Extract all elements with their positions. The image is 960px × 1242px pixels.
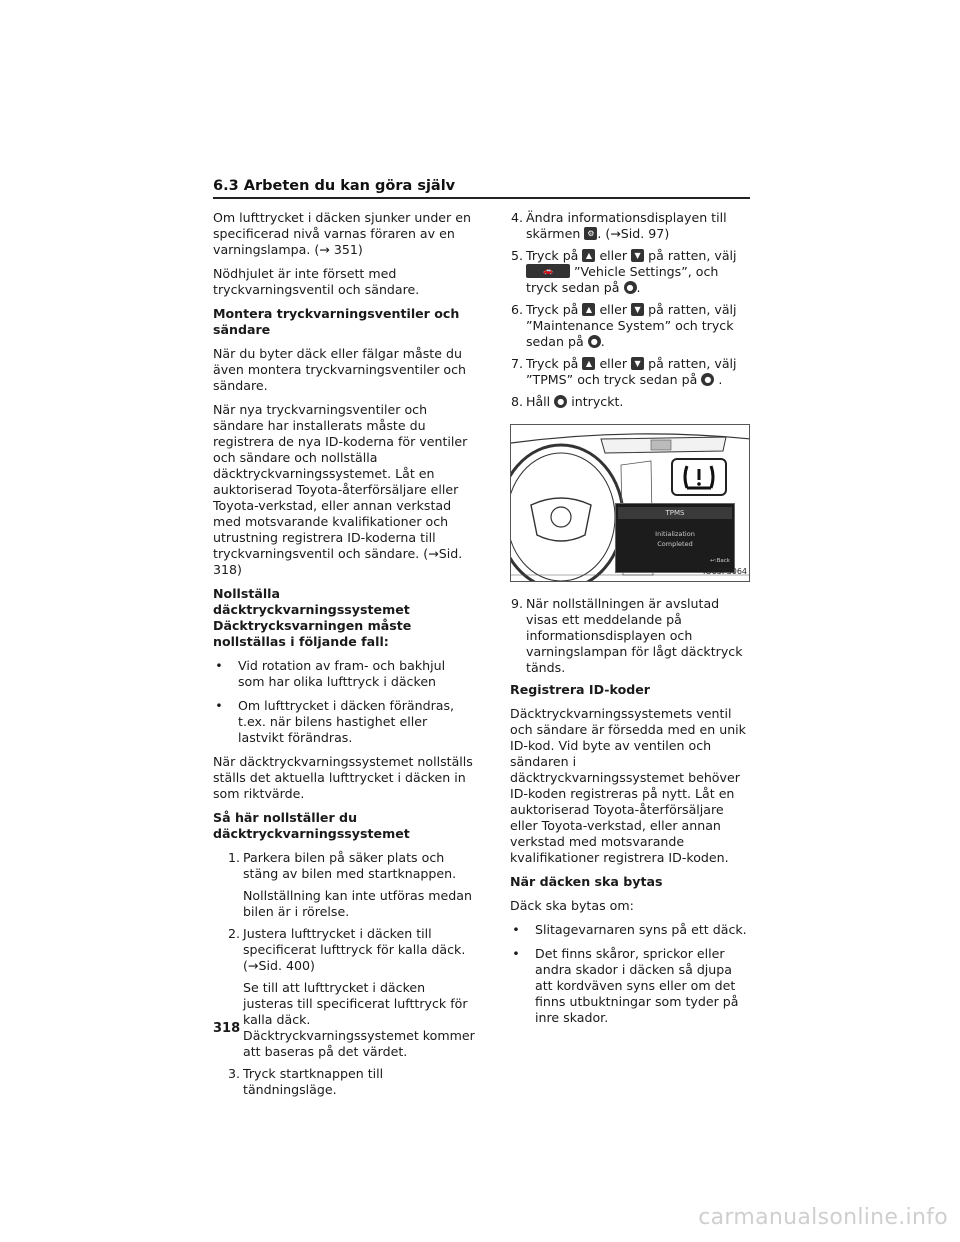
figure-code: IO63PS064 [702,567,747,576]
heading-reset-system: Nollställa däcktryckvarningssystemet Däcktrycksvarningen måste nollställas i följande fall: [213,586,412,649]
screen-title: TPMS [618,507,732,519]
arrow-up-icon: ▲ [582,249,595,262]
info-display-screen [615,503,735,573]
screen-message: Initialization Completed [655,530,695,548]
list-item: • Det finns skåror, sprickor eller andra skador i däcken så djupa att kordväven syns eller om det finns utbuktningar som tyder på inre skador. [512,946,739,1025]
left-column [213,210,475,1104]
arrow-down-icon: ▼ [631,357,644,370]
step-3: 3. Tryck startknappen till tändningsläge. [227,1066,384,1097]
right-column [510,210,750,1034]
ok-button-icon: ● [624,281,637,294]
step-2: 2. Justera lufttrycket i däcken till specificerat lufttryck för kalla däck. (→Sid. 400) [227,926,466,973]
list-item: • Vid rotation av fram- och bakhjul som har olika lufttryck i däcken [215,658,446,689]
settings-icon: ⚙ [584,227,597,240]
step-5: 5. Tryck på ▲ eller ▼ på ratten, välj 🚗 ”Vehicle Settings”, och tryck sedan på ● . [510,248,737,295]
page-number: 318 [213,1021,241,1036]
arrow-up-icon: ▲ [582,357,595,370]
tpms-illustration [510,424,750,582]
step-1-note: Nollställning kan inte utföras medan bilen är i rörelse. [243,888,472,919]
section-title: 6.3 Arbeten du kan göra själv [213,178,456,194]
section-header [213,178,750,199]
step-8: 8. Håll ● intryckt. [510,394,624,409]
step-2-note: Se till att lufttrycket i däcken justeras till specificerat lufttryck för kalla däck. Däcktryckvarningssystemet kommer att baseras på det värdet. [243,980,475,1059]
heading-register-id: Registrera ID-koder [510,682,650,697]
heading-how-to-reset: Så här nollställer du däcktryckvarningssystemet [213,810,410,841]
back-arrow-icon: ↩ [710,558,715,564]
list-item: • Slitagevarnaren syns på ett däck. [512,922,747,937]
header-rule [213,197,750,199]
ok-button-icon: ● [588,335,601,348]
ok-button-icon: ● [554,395,567,408]
watermark: carmanualsonline.info [698,1205,948,1230]
heading-install: Montera tryckvarningsventiler och sändare [213,306,460,337]
step-7: 7. Tryck på ▲ eller ▼ på ratten, välj ”TPMS” och tryck sedan på ● . [510,356,737,387]
step-4: 4. Ändra informationsdisplayen till skärmen ⚙ . (→Sid. 97) [510,210,727,241]
heading-tire-replacement: När däcken ska bytas [510,874,663,889]
paragraph: Om lufttrycket i däcken sjunker under en specificerad nivå varnas föraren av en varningslampa. (→ 351) [213,210,471,257]
step-9: 9. När nollställningen är avslutad visas ett meddelande på informationsdisplayen och varningslampan för lågt däcktryck tänds. [510,596,743,675]
paragraph: Däck ska bytas om: [510,898,634,913]
vehicle-settings-icon: 🚗 [526,264,570,278]
paragraph: När däcktryckvarningssystemet nollställs ställs det aktuella lufttrycket i däcken in som riktvärde. [213,754,473,801]
arrow-down-icon: ▼ [631,249,644,262]
step-1: 1. Parkera bilen på säker plats och stäng av bilen med startknappen. [227,850,457,881]
arrow-up-icon: ▲ [582,303,595,316]
paragraph: När du byter däck eller fälgar måste du även montera tryckvarningsventiler och sändare. [213,346,467,393]
back-indicator: ↩:Back [710,558,730,564]
list-item: • Om lufttrycket i däcken förändras, t.ex. när bilens hastighet eller lastvikt förändras. [215,698,455,745]
arrow-down-icon: ▼ [631,303,644,316]
tpms-warning-light-icon [671,458,727,496]
paragraph: Däcktryckvarningssystemets ventil och sändare är försedda med en unik ID-kod. Vid byte av ventilen och sändaren i däcktryckvarningssystemet behöver ID-koden registreras på nytt. Låt en auktoriserad Toyota-återförsäljare eller Toyota-verkstad, eller annan verkstad med motsvarande kvalifikationer registrera ID-koden. [510,706,746,865]
paragraph: När nya tryckvarningsventiler och sändare har installerats måste du registrera de nya ID-koderna för ventiler och sändare och nollställa däcktryckvarningssystemet. Låt en auktoriserad Toyota-återförsäljare eller Toyota-verkstad, eller annan verkstad med motsvarande kvalifikationer och utrustning registrera ID-koderna till tryckvarningsventil och sändare. (→Sid. 318) [213,402,468,577]
step-6: 6. Tryck på ▲ eller ▼ på ratten, välj ”Maintenance System” och tryck sedan på ● . [510,302,737,349]
ok-button-icon: ● [701,373,714,386]
paragraph: Nödhjulet är inte försett med tryckvarningsventil och sändare. [213,266,420,297]
